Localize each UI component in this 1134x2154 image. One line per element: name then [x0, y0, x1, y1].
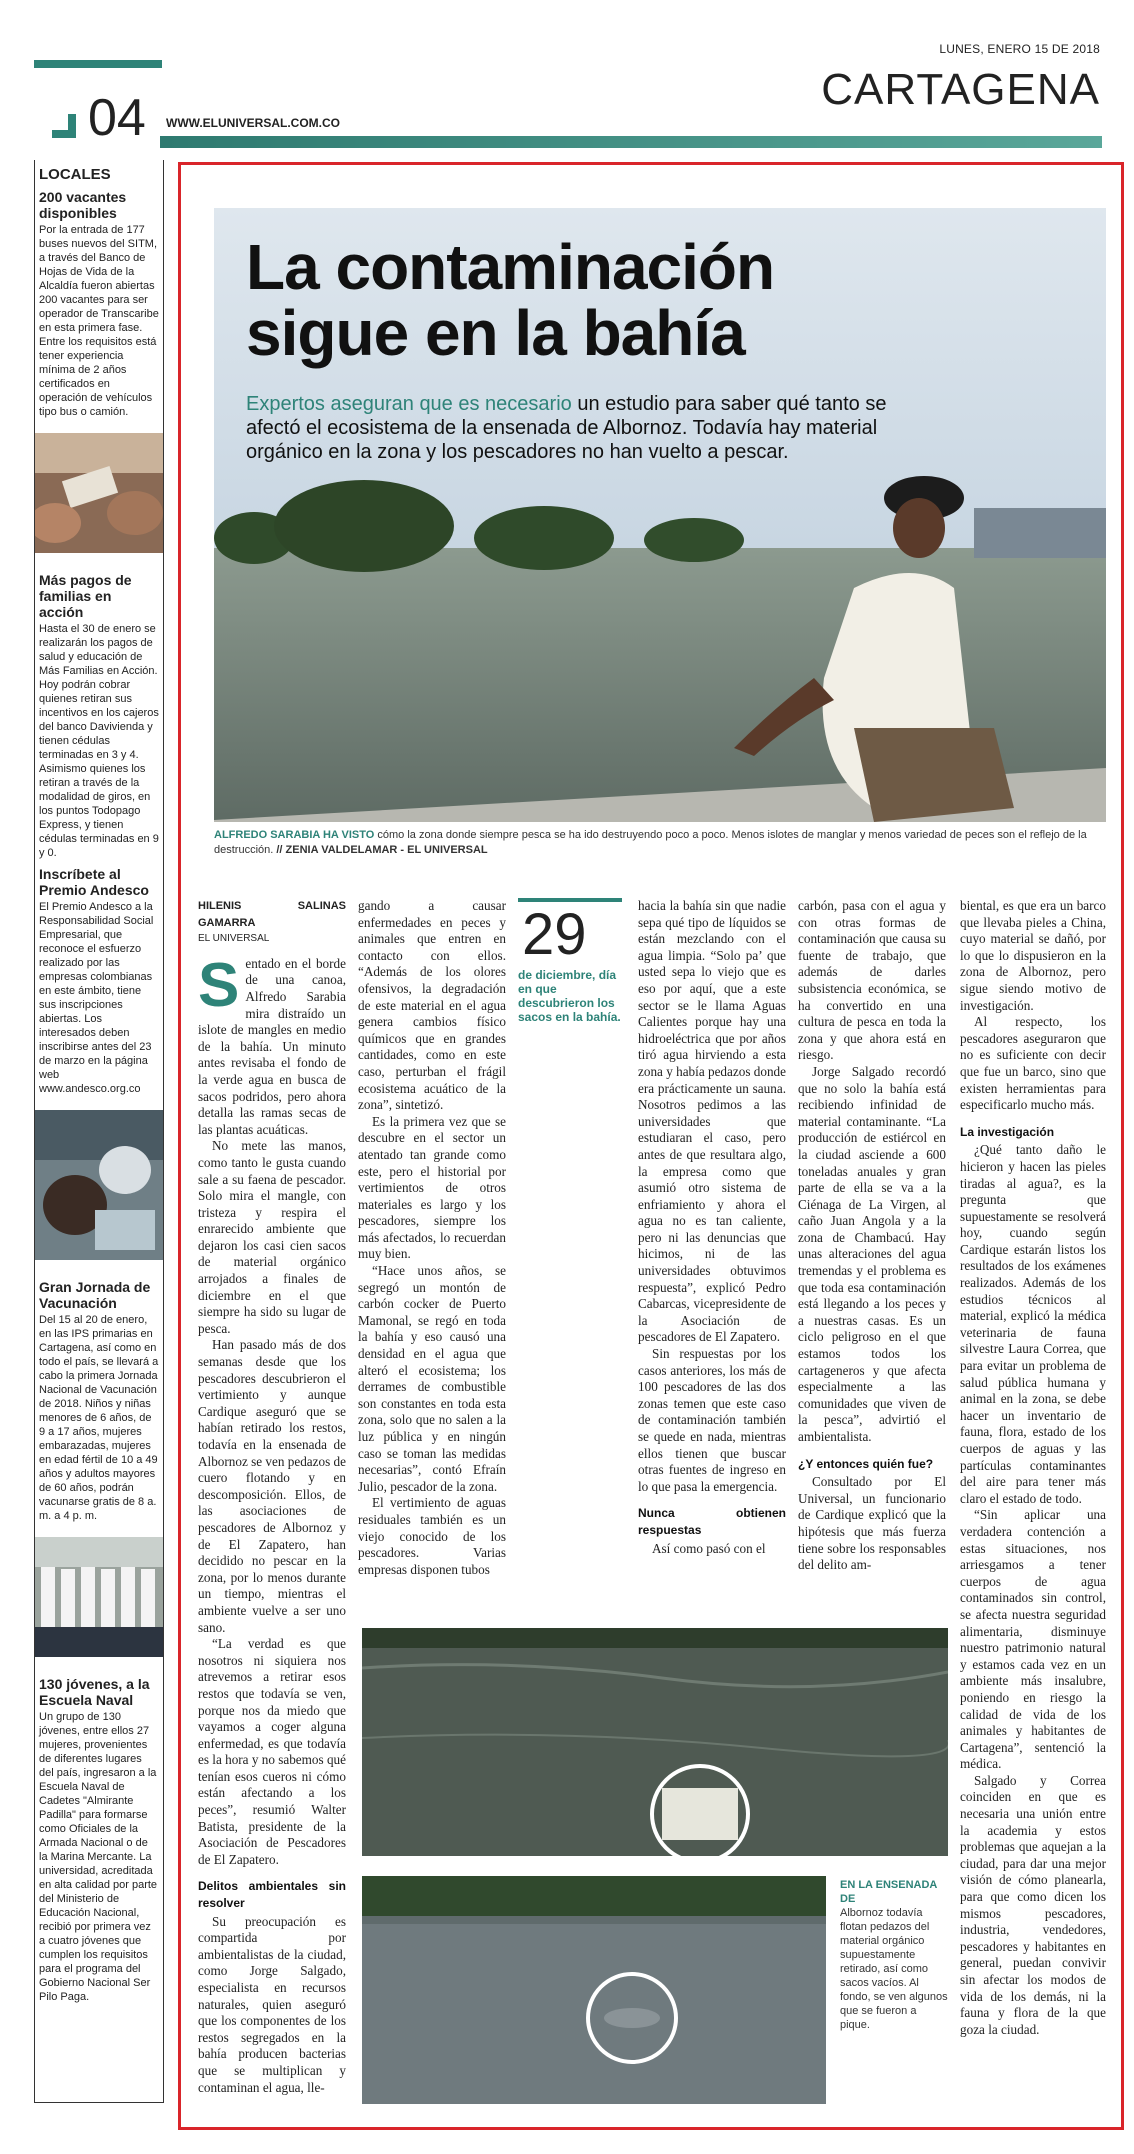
locales-sidebar — [34, 160, 164, 2103]
sidebar-item-body: Un grupo de 130 jóvenes, entre ellos 27 mujeres, provenientes de diferentes lugares del país, ingresaron a la Escuela Naval de Cadetes "Almirante Padilla" para formarse como Oficiales de la Armada Nacional o de la Marina Mercante. La universidad, acreditada en alta calidad por parte del Ministerio de Educación Nacional, recibió por primera vez a cuatro jóvenes que cumplen los requisitos para el programa del Gobierno Nacional Ser Pilo Paga. — [39, 1711, 158, 2003]
paragraph: gando a causar enfermedades en peces y animales que entren en contacto con ellos. “Además de los olores ofensivos, la degradación de este material en el agua genera cambios físico químicos que en grandes cantidades, como en este caso, perturban el frágil ecosistema acuático de la zona”, sintetizó. — [358, 898, 506, 1113]
deck-lead: Expertos aseguran que es necesario — [246, 393, 572, 415]
paragraph: Salgado y Correa coinciden en que es necesaria una unión entre la academia y estos problemas que aquejan a la ciudad, para dar una mejor visión de cómo planearla, para que como dicen los mismos pescadores, industria, vendedores, pescadores y habitantes en general, puedan convivir sin afectar los modos de vida de los demás, ni la fauna y flora de la que goza la ciudad. — [960, 1772, 1106, 2037]
paragraph: biental, es que era un barco que llevaba pieles a China, cuyo material se dañó, por lo que lo dispusieron en la zona de Albornoz, pero sigue siendo motivo de investigación. — [960, 898, 1106, 1013]
header-rule — [160, 136, 1102, 148]
paragraph: No mete las manos, como tanto le gusta cuando sale a su faena de pescador. Solo mira el mangle, con tristeza y respira el enrarecido ambiente que dejaron los casi cien sacos de material orgánico arrojados a finales de diciembre en el que siempre ha sido su lugar de pesca. — [198, 1138, 346, 1336]
paragraph: “Hace unos años, se segregó un montón de carbón cocker de Puerto Mamonal, se regó en toda la bahía y eso causó una densidad en el agua que alteró el ecosistema; los derrames de combustible son constantes en toda esta zona, solo que no salen a la luz pública y en ningún caso se toman las medidas necesarias”, contó Efraín Julio, pescador de la zona. — [358, 1263, 506, 1494]
sidebar-item-body: Hasta el 30 de enero se realizarán los pagos de salud y educación de Más Familias en Acción. Hoy podrán cobrar quienes retiran sus incentivos en los cajeros del banco Davivienda y tienen cédulas terminadas en 3 y 4. Asimismo quienes los retiran a través de la modalidad de giros, en los puntos Todopago Express, y tienen cédulas terminadas en 9 y 0. — [39, 623, 159, 859]
article-deck — [246, 392, 906, 464]
drop-cap: S — [198, 950, 240, 1020]
sidebar-item — [35, 189, 163, 419]
subheading: La investigación — [960, 1124, 1055, 1139]
lower-caption-text: Albornoz todavía flotan pedazos del material orgánico supuestamente retirado, así como sacos vacíos. Al fondo, se ven algunos que se fueron a pique. — [840, 1907, 948, 2031]
paragraph: Han pasado más de dos semanas desde que los pescadores descubrieron el vertimiento y aunque Cardique aseguró que se habían retirado los restos, todavía en la ensenada de Albornoz se ven pedazos de cuero flotando y en descomposición. Ellos, de las asociaciones de pescadores de Albornoz y de El Zapatero, han decidido no pescar en la zona, por lo menos durante un tiempo, mientras el ambiente vuelve a ser uno sano. — [198, 1337, 346, 1635]
paragraph: “Sin aplicar una verdadera contención a estas situaciones, nos arriesgamos a tener cuerpos de agua contaminados sin control, se afecta nuestra seguridad alimentaria, disminuye nuestro patrimonio natural y estamos cada vez en un ambiente más insalubre, poniendo en riesgo la calidad de vida de los animales y habitantes de Cartagena”, sentenció la médica. — [960, 1507, 1106, 1772]
pull-quote-number: 29 — [522, 902, 587, 967]
headline-line-2: sigue en la bahía — [246, 297, 745, 369]
sidebar-item-body: Del 15 al 20 de enero, en las IPS primarias en Cartagena, así como en todo el país, se llevará a cabo la primera Jornada Nacional de Vacunación de 2018. Niños y niñas menores de 6 años, de 9 a 17 años, mujeres embarazadas, mujeres en edad fértil de 10 a 49 años y adultos mayores de 60 años, podrán vacunarse gratis de 8 a. m. a 4 p. m. — [39, 1314, 159, 1522]
paragraph: entado en el borde de una canoa, Alfredo Sarabia mira distraído un islote de mangles en medio de la bahía. Un minuto antes revisaba el fondo de la verde agua en busca de sacos podridos, pero ahora detalla las ramas secas de las plantas acuáticas. — [198, 955, 346, 1137]
subheading: ¿Y entonces quién fue? — [798, 1456, 934, 1471]
sidebar-item — [35, 572, 163, 860]
section-title: CARTAGENA — [821, 65, 1100, 114]
pull-quote-text: de diciembre, día en que descubrieron los sacos en la bahía. — [518, 968, 621, 1024]
caption-text: cómo la zona donde siempre pesca se ha ido destruyendo poco a poco. Menos islotes de manglar y menos variedad de peces son el reflejo de la destrucción. — [214, 829, 1087, 856]
pull-quote-box — [518, 898, 622, 1024]
paragraph: carbón, pasa con el agua y con otras formas de contaminación que causa su fuente de trabajo, que además de darles subsistencia económica, se ha convertido en una cultura de pesca en toda la zona y que ahora está en riesgo. — [798, 898, 946, 1063]
arrow-down-right-icon — [38, 100, 86, 148]
paragraph: ¿Qué tanto daño le hicieron y hacen las pieles tiradas al agua?, es la pregunta que supuestamente se resolverá hoy, cuando según Cardique estarán listos los resultados de los exámenes realizados. Además de los estudios técnicos al material, explicó la médica veterinaria de fauna silvestre Laura Correa, que para evitar un problema de salud pública humana y animal en la zona, se debe hacer un inventario de fauna, flora, estado de los cuerpos de aguas y las partículas contaminantes del aire para tener más claro el estado de todo. — [960, 1142, 1106, 1506]
sidebar-item — [35, 866, 163, 1096]
sidebar-item — [35, 1279, 163, 1523]
subheading: Nunca obtienen respuestas — [638, 1506, 786, 1537]
article-column-5 — [960, 898, 1106, 2038]
article-column-3 — [638, 898, 786, 1557]
sidebar-item-head: Inscríbete al Premio Andesco — [39, 866, 149, 898]
paragraph: Es la primera vez que se descubre en el sector un atentado tan grande como este, pero el historial por vertimientos de otros materiales es largo y los pescadores, siempre los más afectados, lo recuerdan muy bien. — [358, 1113, 506, 1262]
sidebar-item-head: 200 vacantes disponibles — [39, 189, 127, 221]
page-number: 04 — [88, 89, 146, 147]
sidebar-item-body: Por la entrada de 177 buses nuevos del SITM, a través del Banco de Hojas de Vida de la Alcaldía fueron abiertas 200 vacantes para ser operador de Transcaribe en esta primera fase. Entre los requisitos está tener experiencia mínima de 2 años certificados en operación de vehículos tipo bus o camión. — [39, 224, 159, 418]
sidebar-title: LOCALES — [39, 166, 111, 183]
paragraph: hacia la bahía sin que nadie sepa qué tipo de líquidos se están mezclando con el agua limpia. “Solo pa’ que usted sepa lo viejo que es eso por aquí, que a este sector se le llama Aguas Calientes porque hay una hidroeléctrica que por años tiró agua hirviendo a esta zona y había pedazos donde era prácticamente un sauna. Nosotros pedimos a las universidades que estudiaran el caso, pero antes de que resultara algo, la empresa como que asumió otro sistema de enfriamiento y ahora el agua no es tan caliente, pero ni las denuncias que hicimos, ni de las universidades obtuvimos respuesta”, explicó Pedro Cabarcas, vicepresidente de la Asociación de pescadores de El Zapatero. — [638, 898, 786, 1345]
article-column-1 — [198, 898, 346, 2096]
edition-date: LUNES, ENERO 15 DE 2018 — [939, 42, 1100, 56]
article-headline — [246, 231, 775, 369]
sidebar-photo-cards — [35, 433, 163, 553]
lower-photo-caption — [840, 1878, 948, 2032]
caption-lead: ALFREDO SARABIA HA VISTO — [214, 829, 375, 841]
sidebar-item — [35, 1676, 163, 2004]
header-accent-bar — [34, 60, 162, 68]
paragraph: Al respecto, los pescadores aseguraron que no es suficiente con decir que fue un barco, sino que existen herramientas para especificarlo mucho más. — [960, 1014, 1106, 1113]
byline-author: HILENIS SALINAS GAMARRA — [198, 900, 346, 929]
paragraph: “La verdad es que nosotros ni siquiera nos atrevemos a retirar esos restos que todavía se ven, porque nos da miedo que vayamos a coger alguna enfermedad, es que todavía es la hora y no sabemos qué tenían esos cueros ni cómo están afectando a los peces”, resumió Walter Batista, presidente de la Asociación de Pescadores de El Zapatero. — [198, 1636, 346, 1867]
lower-caption-lead: EN LA ENSENADA DE — [840, 1879, 937, 1905]
hero-caption — [214, 828, 1104, 858]
photo-sunken-sacks — [362, 1876, 826, 2104]
photo-credit: // ZENIA VALDELAMAR - EL UNIVERSAL — [276, 844, 488, 856]
article-column-2 — [358, 898, 506, 1578]
article-column-4 — [798, 898, 946, 1574]
paragraph: Jorge Salgado recordó que no solo la bahía está recibiendo infinidad de material contaminante. “La producción de estiércol en la ciudad asciende a 600 toneladas anuales y gran parte de ella se va a la Ciénaga de La Virgen, al caño Juan Angola y a la zona de Chambacú. Hay unas alteraciones del agua tremendas y el problema es que toda esa contaminación está llegando a los peces y a nuestras casas. Es un ciclo peligroso en el que estamos todos los cartageneros y que afecta especialmente a las comunidades que viven de la pesca”, advirtió el ambientalista. — [798, 1063, 946, 1444]
sidebar-item-head: 130 jóvenes, a la Escuela Naval — [39, 1676, 150, 1708]
paragraph: Así como pasó con el — [652, 1540, 766, 1556]
sidebar-item-body: El Premio Andesco a la Responsabilidad Social Empresarial, que reconoce el esfuerzo realizado por las empresas colombianas en este ámbito, tiene sus inscripciones abiertas. Los interesados deben inscribirse antes del 23 de marzo en la página web www.andesco.org.co — [39, 901, 154, 1095]
sidebar-item-head: Más pagos de familias en acción — [39, 572, 132, 620]
deck-text: un estudio para saber qué tanto se afectó el ecosistema de la ensenada de Albornoz. Todavía hay material orgánico en la zona y los pescadores no han vuelto a pescar. — [246, 393, 887, 463]
sidebar-photo-vaccination — [35, 1110, 163, 1260]
paragraph: Sin respuestas por los casos anteriores, los más de 100 pescadores de las dos zonas temen que este caso de contaminación también se quede en nada, mientras ellos tienen que buscar otras fuentes de ingreso en lo que pasa la emergencia. — [638, 1346, 786, 1494]
paragraph: Su preocupación es compartida por ambientalistas de la ciudad, como Jorge Salgado, especialista en recursos naturales, quien aseguró que los componentes de los restos segregados en la bahía producen bacterias que se multiplican y contaminan el agua, lle- — [198, 1913, 346, 2095]
byline-source: EL UNIVERSAL — [198, 933, 270, 945]
site-url[interactable]: WWW.ELUNIVERSAL.COM.CO — [166, 116, 340, 130]
photo-floating-sack — [362, 1628, 948, 1856]
sidebar-photo-cadets — [35, 1537, 163, 1657]
subheading: Delitos ambientales sin resolver — [198, 1879, 346, 1911]
paragraph: Consultado por El Universal, un funcionario de Cardique explicó que la hipótesis que más fuerza tiene sobre los responsables del delito am- — [798, 1474, 946, 1573]
sidebar-item-head: Gran Jornada de Vacunación — [39, 1279, 151, 1311]
paragraph: El vertimiento de aguas residuales también es un viejo conocido de los pescadores. Varias empresas disponen tubos — [358, 1495, 506, 1577]
headline-line-1: La contaminación — [246, 231, 775, 303]
